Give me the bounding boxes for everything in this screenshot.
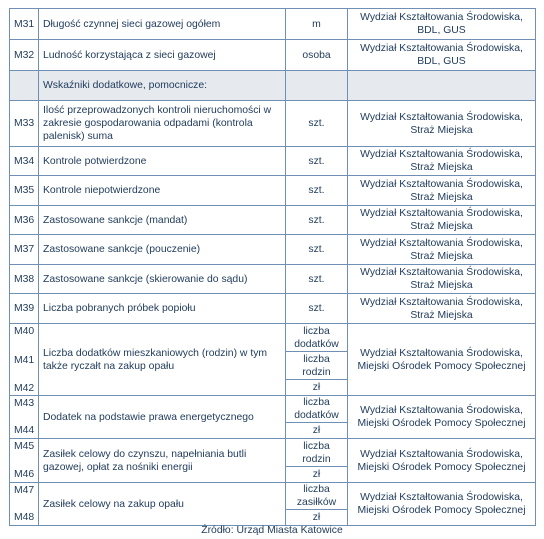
row-description: Zasiłek celowy na zakup opału [39, 483, 286, 526]
row-code: M39 [10, 294, 39, 324]
table-row [10, 40, 536, 71]
row-code: M33 [10, 101, 39, 147]
row-code: M31 [10, 9, 39, 40]
table-row [10, 101, 536, 147]
row-unit: liczba zasiłków [286, 483, 348, 510]
row-source: Wydział Kształtowania Środowiska, Straż Miejska [348, 176, 536, 206]
row-unit: liczba rodzin [286, 439, 348, 467]
row-unit: zł [286, 380, 348, 396]
section-header-row [10, 71, 536, 101]
row-unit: m [286, 9, 348, 40]
table-row [10, 176, 536, 206]
section-header: Wskaźniki dodatkowe, pomocnicze: [39, 71, 286, 101]
row-code: M32 [10, 40, 39, 71]
row-code: M36 [10, 206, 39, 235]
row-code: M38 [10, 265, 39, 294]
row-unit: szt. [286, 176, 348, 206]
source-footnote: Źródło: Urząd Miasta Katowice [201, 525, 343, 536]
row-description: Zasiłek celowy do czynszu, napełniania butli gazowej, opłat za nośniki energii [39, 439, 286, 483]
row-code: M37 [10, 235, 39, 265]
row-code: M45 [14, 441, 35, 452]
row-unit: szt. [286, 206, 348, 235]
row-description: Zastosowane sankcje (pouczenie) [39, 235, 286, 265]
row-unit: szt. [286, 235, 348, 265]
row-description: Liczba dodatków mieszkaniowych (rodzin) w tym także ryczałt na zakup opału [39, 324, 286, 396]
row-source: Wydział Kształtowania Środowiska, BDL, GUS [348, 9, 536, 40]
row-source: Wydział Kształtowania Środowiska, Miejski Ośrodek Pomocy Społecznej [348, 324, 536, 396]
row-unit: szt. [286, 101, 348, 147]
row-source: Wydział Kształtowania Środowiska, Miejski Ośrodek Pomocy Społecznej [348, 483, 536, 526]
row-description: Zastosowane sankcje (mandat) [39, 206, 286, 235]
table-row [10, 294, 536, 324]
row-unit: szt. [286, 265, 348, 294]
row-code: M48 [14, 512, 35, 523]
table-row [10, 396, 536, 423]
row-code: M46 [14, 469, 35, 480]
row-codes [14, 397, 34, 437]
row-code: M44 [14, 425, 35, 436]
row-description: Ilość przeprowadzonych kontroli nieruchomości w zakresie gospodarowania odpadami (kontrola palenisk) suma [39, 101, 286, 147]
row-source: Wydział Kształtowania Środowiska, Straż Miejska [348, 294, 536, 324]
row-source: Wydział Kształtowania Środowiska, Straż Miejska [348, 206, 536, 235]
row-source: Wydział Kształtowania Środowiska, Miejski Ośrodek Pomocy Społecznej [348, 439, 536, 483]
row-codes [14, 325, 34, 395]
row-codes [14, 484, 34, 524]
table-row [10, 324, 536, 352]
table-row [10, 483, 536, 510]
row-unit: zł [286, 423, 348, 439]
row-code: M47 [14, 485, 35, 496]
row-description: Ludność korzystająca z sieci gazowej [39, 40, 286, 71]
row-code: M42 [14, 383, 35, 394]
row-source: Wydział Kształtowania Środowiska, Straż Miejska [348, 101, 536, 147]
row-unit: szt. [286, 147, 348, 176]
row-code: M41 [14, 354, 35, 366]
row-description: Kontrole niepotwierdzone [39, 176, 286, 206]
row-source: Wydział Kształtowania Środowiska, Straż Miejska [348, 235, 536, 265]
row-code: M34 [10, 147, 39, 176]
table-row [10, 147, 536, 176]
row-codes [14, 440, 34, 481]
row-description: Dodatek na podstawie prawa energetycznego [39, 396, 286, 439]
row-description: Długość czynnej sieci gazowej ogółem [39, 9, 286, 40]
row-unit: zł [286, 467, 348, 483]
table-row [10, 9, 536, 40]
row-code: M40 [14, 326, 35, 337]
row-source: Wydział Kształtowania Środowiska, Miejski Ośrodek Pomocy Społecznej [348, 396, 536, 439]
row-source: Wydział Kształtowania Środowiska, Straż Miejska [348, 265, 536, 294]
table-row [10, 265, 536, 294]
table-row [10, 439, 536, 467]
table-row [10, 235, 536, 265]
table-row [10, 206, 536, 235]
row-unit: liczba dodatków [286, 396, 348, 423]
row-unit: liczba rodzin [286, 352, 348, 380]
row-code: M43 [14, 398, 35, 409]
row-unit: osoba [286, 40, 348, 71]
row-description: Liczba pobranych próbek popiołu [39, 294, 286, 324]
row-description: Kontrole potwierdzone [39, 147, 286, 176]
row-source: Wydział Kształtowania Środowiska, Straż Miejska [348, 147, 536, 176]
row-unit: liczba dodatków [286, 324, 348, 352]
row-source: Wydział Kształtowania Środowiska, BDL, GUS [348, 40, 536, 71]
row-description: Zastosowane sankcje (skierowanie do sądu) [39, 265, 286, 294]
indicators-table [9, 8, 536, 526]
row-unit: szt. [286, 294, 348, 324]
row-unit: zł [286, 510, 348, 526]
row-code: M35 [10, 176, 39, 206]
